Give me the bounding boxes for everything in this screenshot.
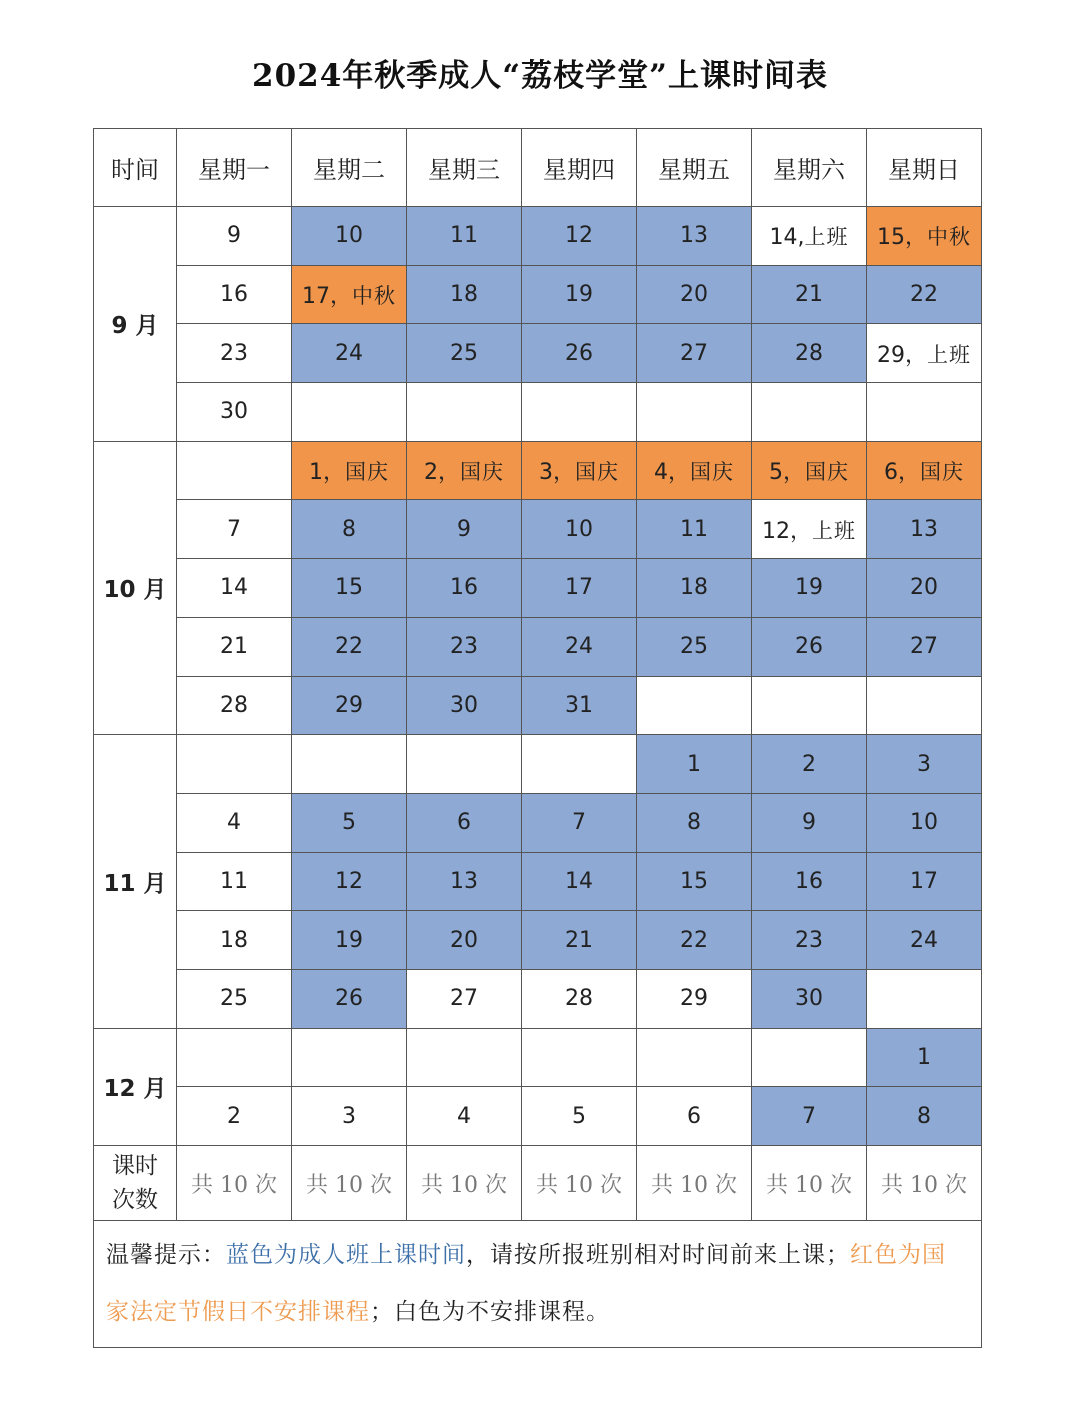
day-number: 6 [457,810,471,836]
day-cell [522,969,637,1028]
day-cell [752,265,867,324]
header-cell: 星期一 [177,129,292,207]
day-cell [867,500,982,559]
day-number: 16 [220,282,248,308]
day-number: 20 [450,927,478,953]
day-number: 3， [539,460,575,486]
day-number: 15 [335,575,363,601]
day-number: 2 [227,1103,241,1129]
day-number: 28 [220,692,248,718]
day-cell [637,852,752,911]
day-number: 18 [680,575,708,601]
day-cell [522,207,637,266]
day-number: 6， [884,460,920,486]
day-cell [752,1028,867,1087]
day-number: 13 [680,223,708,249]
day-cell [407,617,522,676]
day-cell [522,324,637,383]
day-number: 10 [335,223,363,249]
day-cell [752,1087,867,1146]
day-cell [867,441,982,500]
day-cell [867,676,982,735]
day-cell [637,793,752,852]
day-number: 2 [802,751,816,777]
day-cell [177,441,292,500]
count-label [94,1146,177,1221]
header-cell: 星期四 [522,129,637,207]
day-cell [752,324,867,383]
day-cell [407,559,522,618]
day-cell [867,383,982,442]
day-cell [637,617,752,676]
day-number: 9 [457,516,471,542]
day-cell [292,852,407,911]
header-cell: 星期三 [407,129,522,207]
day-number: 26 [335,986,363,1012]
day-number: 20 [910,575,938,601]
day-cell [292,207,407,266]
tip-orange-text: 红色为国家法定节假日不安排课程 [106,1242,946,1325]
day-cell [407,207,522,266]
day-cell [292,500,407,559]
day-number: 25 [220,986,248,1012]
day-cell [522,735,637,794]
week-row [94,617,982,676]
day-cell [637,441,752,500]
day-number: 16 [450,575,478,601]
day-number: 25 [680,634,708,660]
day-number: 2， [424,460,460,486]
day-cell [522,1028,637,1087]
day-cell [177,1028,292,1087]
day-note: 上班 [927,342,971,367]
day-cell [522,852,637,911]
day-cell [637,324,752,383]
day-number: 17 [565,575,593,601]
day-cell [637,1028,752,1087]
day-number: 24 [565,634,593,660]
day-cell [407,852,522,911]
day-number: 8 [687,810,701,836]
day-cell [637,969,752,1028]
count-cell: 共 10 次 [637,1146,752,1221]
tip-prefix: 温馨提示： [106,1242,226,1268]
day-cell [752,617,867,676]
day-number: 19 [565,282,593,308]
day-number: 30 [795,986,823,1012]
day-cell [867,1087,982,1146]
month-label: 9 月 [94,207,177,442]
day-number: 16 [795,868,823,894]
day-cell [177,676,292,735]
day-number: 11 [220,868,248,894]
day-cell [292,1028,407,1087]
count-row [94,1146,982,1221]
day-number: 12 [565,223,593,249]
day-cell [867,969,982,1028]
day-number: 18 [220,927,248,953]
day-cell [292,735,407,794]
day-cell [407,911,522,970]
day-number: 28 [565,986,593,1012]
day-cell [177,969,292,1028]
day-number: 11 [450,223,478,249]
schedule-table [93,128,982,1348]
header-cell: 星期六 [752,129,867,207]
day-cell [522,911,637,970]
day-number: 14 [220,575,248,601]
day-number: 27 [450,986,478,1012]
day-cell [522,676,637,735]
day-number: 14, [769,224,805,250]
day-number: 7 [572,810,586,836]
day-cell [292,969,407,1028]
day-number: 1 [687,751,701,777]
week-row [94,207,982,266]
day-cell [407,969,522,1028]
day-number: 13 [910,516,938,542]
day-number: 30 [450,692,478,718]
day-cell [177,617,292,676]
day-number: 26 [565,340,593,366]
week-row [94,1028,982,1087]
day-number: 15 [680,868,708,894]
day-number: 23 [450,634,478,660]
day-number: 8 [342,516,356,542]
day-cell [867,1028,982,1087]
day-cell [177,383,292,442]
count-cell: 共 10 次 [752,1146,867,1221]
day-cell [407,383,522,442]
day-number: 17 [910,868,938,894]
day-cell [292,911,407,970]
week-row [94,265,982,324]
day-cell [407,676,522,735]
day-number: 4， [654,460,690,486]
day-cell [177,207,292,266]
day-note: 上班 [812,518,856,543]
day-cell [637,911,752,970]
day-cell [867,207,982,266]
day-cell [522,793,637,852]
day-number: 31 [565,692,593,718]
day-cell [522,617,637,676]
day-note: 国庆 [805,460,849,485]
day-cell [867,793,982,852]
day-number: 29 [335,692,363,718]
day-cell [752,559,867,618]
day-number: 12， [762,518,812,544]
day-number: 27 [680,340,708,366]
day-note: 上班 [804,224,849,249]
week-row [94,735,982,794]
day-cell [867,265,982,324]
month-label: 12 月 [94,1028,177,1145]
tip-suffix: ；白色为不安排课程。 [370,1299,610,1325]
day-number: 26 [795,634,823,660]
day-number: 24 [335,340,363,366]
day-number: 22 [910,282,938,308]
day-number: 25 [450,340,478,366]
day-cell [752,383,867,442]
header-cell: 时间 [94,129,177,207]
week-row [94,441,982,500]
day-cell [177,793,292,852]
day-cell [177,500,292,559]
day-cell [752,735,867,794]
week-row [94,793,982,852]
schedule-body [94,129,982,1348]
day-cell [292,324,407,383]
day-number: 27 [910,634,938,660]
day-number: 22 [335,634,363,660]
day-cell [637,383,752,442]
day-cell [407,1028,522,1087]
day-cell [407,265,522,324]
day-cell [867,617,982,676]
month-label: 11 月 [94,735,177,1028]
day-cell [522,441,637,500]
day-note: 国庆 [460,460,504,485]
day-cell [867,735,982,794]
day-number: 12 [335,868,363,894]
day-note: 中秋 [352,284,396,309]
day-note: 国庆 [345,460,389,485]
count-label-line: 次数 [112,1187,158,1213]
header-cell: 星期五 [637,129,752,207]
day-number: 1 [917,1044,931,1070]
day-number: 4 [457,1103,471,1129]
day-cell [752,911,867,970]
header-cell: 星期日 [867,129,982,207]
count-cell: 共 10 次 [522,1146,637,1221]
day-cell [407,1087,522,1146]
day-number: 28 [795,340,823,366]
day-cell [867,852,982,911]
day-cell [407,500,522,559]
day-number: 6 [687,1103,701,1129]
day-cell [752,969,867,1028]
header-row [94,129,982,207]
day-cell [637,500,752,559]
day-cell [177,852,292,911]
day-cell [292,793,407,852]
day-cell [522,500,637,559]
count-cell: 共 10 次 [407,1146,522,1221]
day-cell [177,324,292,383]
day-number: 5 [572,1103,586,1129]
day-number: 30 [220,399,248,425]
day-cell [752,852,867,911]
day-number: 29 [680,986,708,1012]
day-cell [292,441,407,500]
week-row [94,911,982,970]
day-note: 国庆 [575,460,619,485]
day-number: 22 [680,927,708,953]
day-number: 10 [910,810,938,836]
day-number: 24 [910,927,938,953]
week-row [94,969,982,1028]
day-cell [177,735,292,794]
day-cell [522,1087,637,1146]
week-row [94,500,982,559]
day-cell [407,735,522,794]
day-number: 23 [795,927,823,953]
day-number: 3 [917,751,931,777]
day-cell [867,324,982,383]
day-cell [177,559,292,618]
day-cell [752,793,867,852]
day-note: 国庆 [920,460,964,485]
day-cell [292,383,407,442]
day-number: 7 [802,1103,816,1129]
day-number: 9 [802,810,816,836]
day-number: 15， [877,225,927,251]
day-cell [292,559,407,618]
day-number: 21 [565,927,593,953]
day-number: 5 [342,810,356,836]
day-number: 21 [220,634,248,660]
day-cell [752,500,867,559]
day-number: 19 [795,575,823,601]
day-cell [407,324,522,383]
day-cell [752,676,867,735]
header-cell: 星期二 [292,129,407,207]
count-cell: 共 10 次 [867,1146,982,1221]
page-title: 2024年秋季成人“荔枝学堂”上课时间表 [252,58,828,94]
day-number: 29， [877,342,927,368]
day-cell [867,559,982,618]
tip-cell [94,1221,982,1348]
week-row [94,559,982,618]
day-number: 3 [342,1103,356,1129]
day-note: 国庆 [690,460,734,485]
day-cell [292,617,407,676]
day-cell [177,265,292,324]
day-number: 23 [220,340,248,366]
day-number: 17， [302,284,352,310]
day-cell [637,207,752,266]
day-number: 11 [680,516,708,542]
day-cell [637,1087,752,1146]
day-cell [522,559,637,618]
count-cell: 共 10 次 [177,1146,292,1221]
day-cell [637,676,752,735]
day-cell [522,383,637,442]
day-number: 9 [227,223,241,249]
day-number: 10 [565,516,593,542]
day-cell [177,1087,292,1146]
month-label: 10 月 [94,441,177,734]
day-cell [407,441,522,500]
day-number: 19 [335,927,363,953]
week-row [94,852,982,911]
day-cell [867,911,982,970]
tip-row [94,1221,982,1348]
day-number: 1， [309,460,345,486]
day-number: 7 [227,516,241,542]
day-cell [177,911,292,970]
day-cell [522,265,637,324]
day-cell [407,793,522,852]
count-cell: 共 10 次 [292,1146,407,1221]
week-row [94,676,982,735]
day-number: 20 [680,282,708,308]
week-row [94,1087,982,1146]
day-cell [637,735,752,794]
day-cell [637,559,752,618]
day-cell [752,441,867,500]
tip-middle-text: ，请按所报班别相对时间前来上课； [466,1242,850,1268]
week-row [94,324,982,383]
day-number: 18 [450,282,478,308]
day-number: 21 [795,282,823,308]
day-cell [637,265,752,324]
day-cell [752,207,867,266]
day-number: 4 [227,810,241,836]
count-label-line: 课时 [112,1153,158,1179]
day-cell [292,676,407,735]
day-cell [292,1087,407,1146]
tip-blue-text: 蓝色为成人班上课时间 [226,1242,466,1268]
day-note: 中秋 [927,225,971,250]
day-number: 13 [450,868,478,894]
day-number: 14 [565,868,593,894]
day-number: 5， [769,460,805,486]
week-row [94,383,982,442]
day-cell [292,265,407,324]
day-number: 8 [917,1103,931,1129]
